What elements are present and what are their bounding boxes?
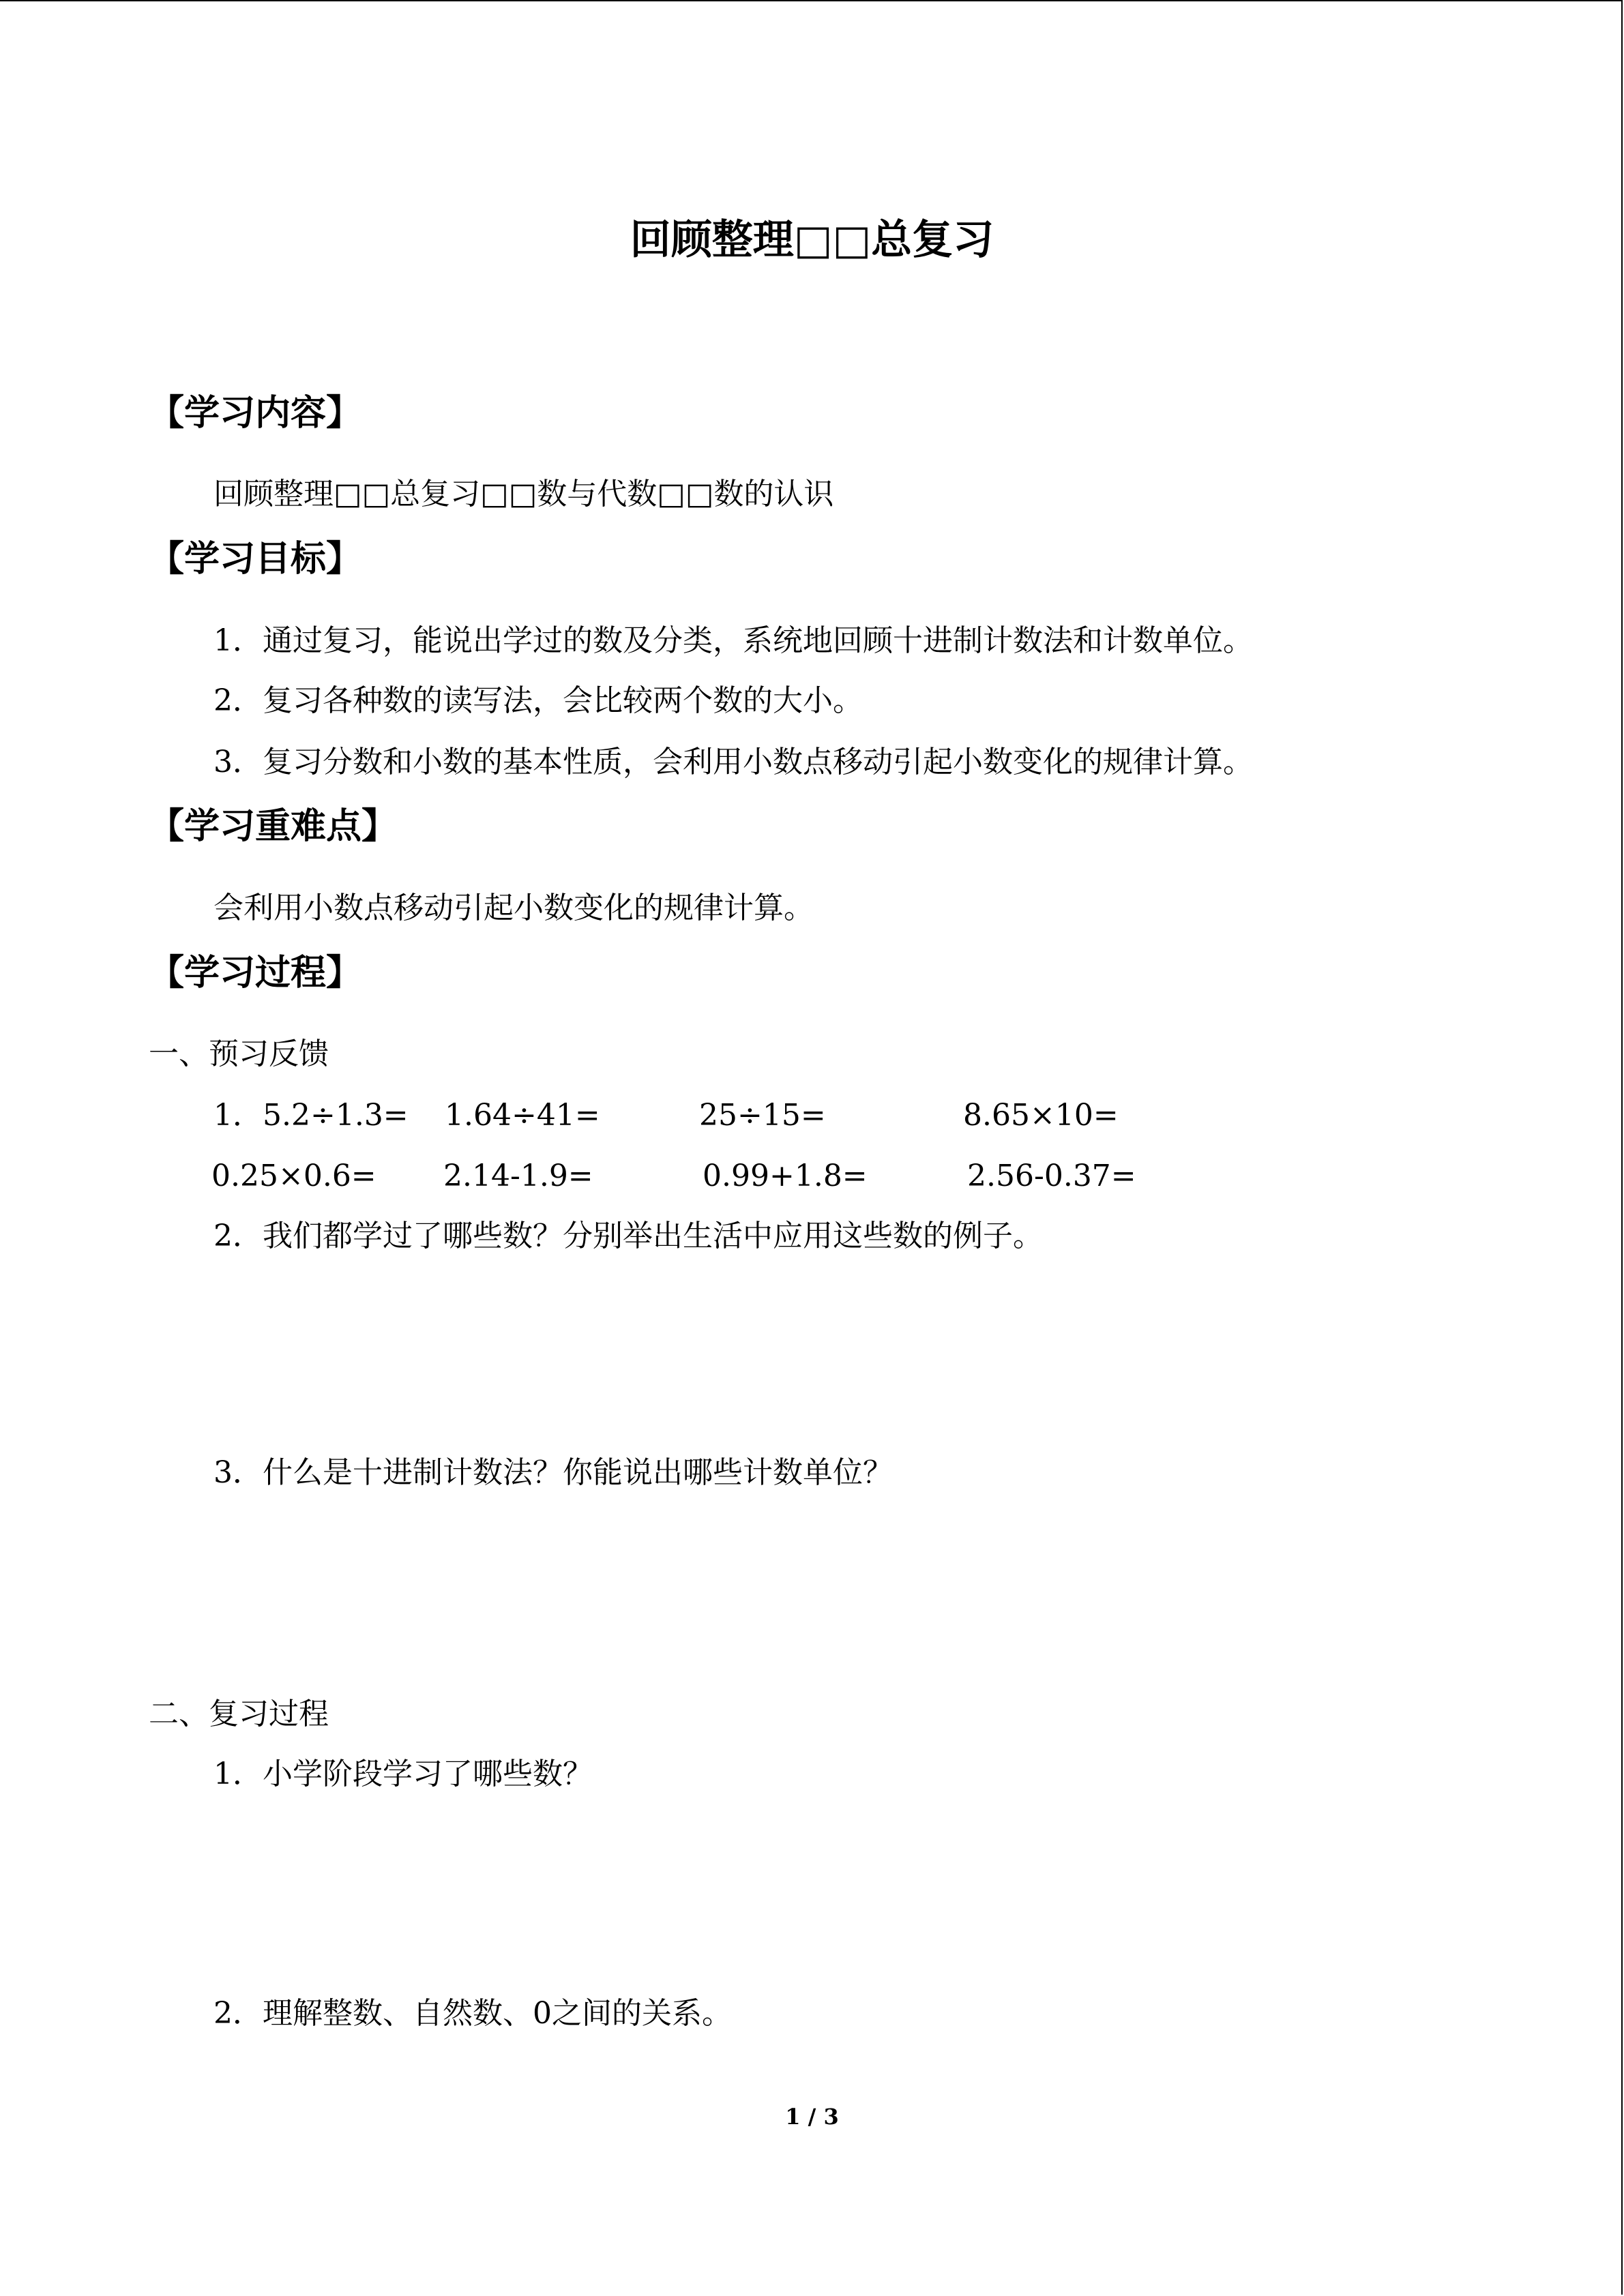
heading-process: 【学习过程】 [149, 953, 362, 994]
q1-row2-item-3: 0.99+1.8= [703, 1159, 868, 1193]
q1-row1-item-4: 8.65×10= [963, 1098, 1119, 1133]
heading-content: 【学习内容】 [149, 393, 362, 434]
part1-title: 一、预习反馈 [149, 1037, 329, 1071]
q1-row1-item-3: 25÷15= [699, 1098, 826, 1133]
part2-title: 二、复习过程 [149, 1697, 329, 1731]
goal-item-2: 2．复习各种数的读写法，会比较两个数的大小。 [213, 683, 863, 718]
content-text: 回顾整理□□总复习□□数与代数□□数的认识 [213, 477, 834, 511]
part2-q1: 1．小学阶段学习了哪些数？ [213, 1757, 593, 1791]
q1-row2-item-2: 2.14-1.9= [443, 1159, 593, 1193]
page-title: 回顾整理□□总复习 [630, 216, 994, 264]
goal-item-3: 3．复习分数和小数的基本性质，会利用小数点移动引起小数变化的规律计算。 [213, 745, 1253, 779]
key-points-text: 会利用小数点移动引起小数变化的规律计算。 [213, 891, 814, 925]
q1-row2-item-4: 2.56-0.37= [967, 1159, 1136, 1193]
q1-row1-item-2: 1.64÷41= [445, 1098, 600, 1133]
heading-goals: 【学习目标】 [149, 539, 362, 580]
page-number: 1 / 3 [785, 2104, 839, 2130]
part1-q3: 3．什么是十进制计数法？你能说出哪些计数单位？ [213, 1455, 893, 1490]
part1-q2: 2．我们都学过了哪些数？分别举出生活中应用这些数的例子。 [213, 1219, 1043, 1253]
part2-q2: 2．理解整数、自然数、0之间的关系。 [213, 1996, 732, 2031]
goal-item-1: 1．通过复习，能说出学过的数及分类，系统地回顾十进制计数法和计数单位。 [213, 623, 1253, 658]
q1-row1-item-1: 1．5.2÷1.3= [213, 1098, 409, 1133]
heading-key-points: 【学习重难点】 [149, 806, 398, 847]
q1-row2-item-1: 0.25×0.6= [211, 1159, 377, 1193]
